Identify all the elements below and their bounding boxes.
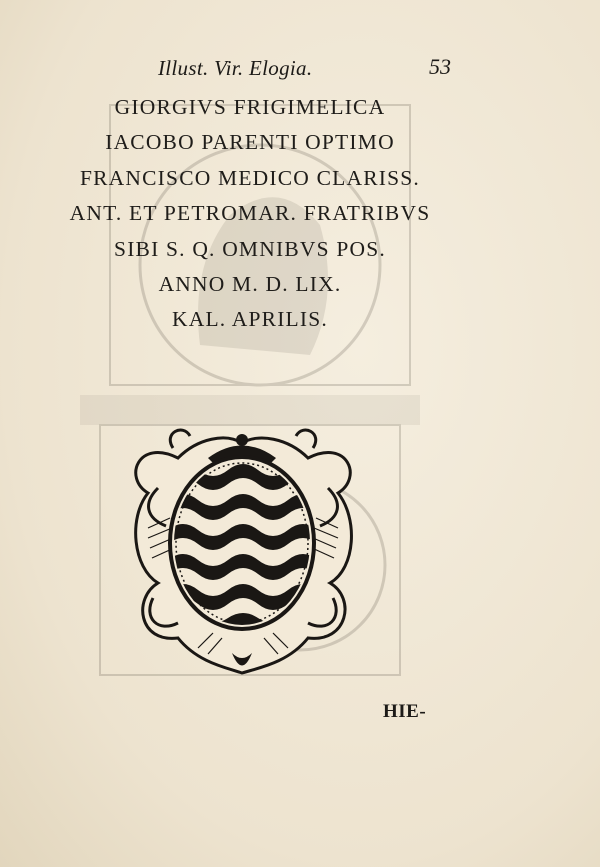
epitaph-inscription [20,90,480,338]
inscription-line: IACOBO PARENTI OPTIMO [105,130,395,155]
catchword: HIE- [383,701,427,722]
inscription-line: FRANCISCO MEDICO CLARISS. [79,165,421,190]
inscription-line: ANNO M. D. LIX. [158,272,342,297]
coat-of-arms-woodcut [118,418,368,678]
inscription-line: ANT. ET PETROMAR. FRATRIBVS [69,201,431,226]
page-header [0,52,600,82]
running-title: Illust. Vir. Elogia. [158,56,313,80]
inscription-line: KAL. APRILIS. [172,307,328,332]
inscription-line: GIORGIVS FRIGIMELICA [114,95,386,119]
inscription-line: SIBI S. Q. OMNIBVS POS. [114,236,386,261]
page-number: 53 [429,54,451,79]
